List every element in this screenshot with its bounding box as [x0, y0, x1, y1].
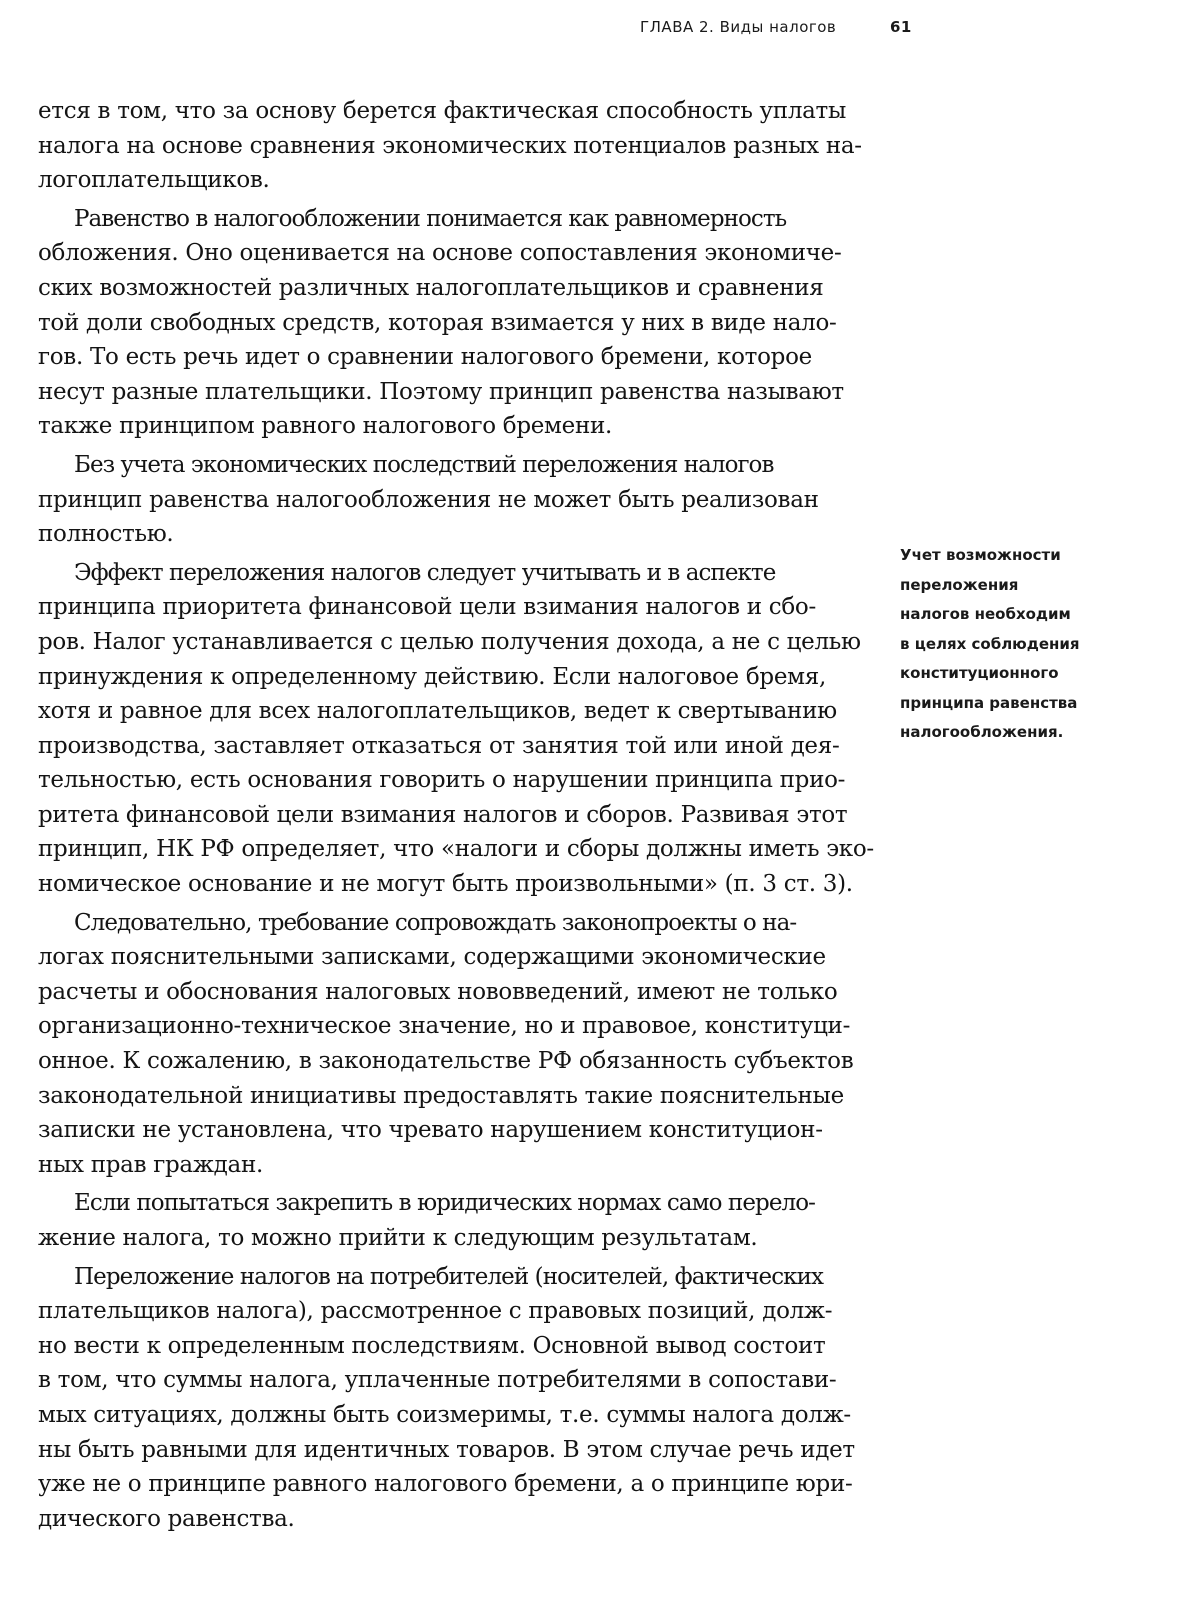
text-line: той доли свободных средств, которая взимается у них в виде нало-	[38, 309, 837, 336]
text-line: Если попытаться закрепить в юридических нормах само перело-	[74, 1190, 816, 1217]
margin-note-line: Учет возможности	[900, 546, 1061, 564]
paragraph	[38, 556, 888, 902]
page-number: 61	[890, 18, 912, 36]
text-line: дического равенства.	[38, 1505, 295, 1532]
text-line: записки не установлена, что чревато нарушением конституцион-	[38, 1117, 823, 1144]
text-line: Переложение налогов на потребителей (носителей, фактических	[74, 1263, 824, 1290]
text-line: логоплательщиков.	[38, 167, 270, 194]
margin-note-line: переложения	[900, 575, 1019, 594]
text-line: принципа приоритета финансовой цели взимания налогов и сбо-	[38, 594, 816, 621]
text-line: номическое основание и не могут быть произвольными» (п. 3 ст. 3).	[38, 871, 853, 898]
text-line: тельностью, есть основания говорить о нарушении принципа прио-	[38, 767, 846, 794]
text-line: ритета финансовой цели взимания налогов и сборов. Развивая этот	[38, 801, 848, 828]
text-line: уже не о принципе равного налогового бремени, а о принципе юри-	[38, 1471, 853, 1498]
text-line: также принципом равного налогового бремени.	[38, 413, 613, 440]
text-line: налога на основе сравнения экономических потенциалов разных на-	[38, 132, 862, 159]
text-line: принцип равенства налогообложения не может быть реализован	[38, 486, 819, 513]
text-line: но вести к определенным последствиям. Основной вывод состоит	[38, 1332, 826, 1359]
text-line: Следовательно, требование сопровождать законопроекты о на-	[74, 909, 797, 936]
paragraph	[38, 94, 888, 198]
text-line: логах пояснительными записками, содержащими экономические	[38, 944, 826, 971]
margin-note-line: принципа равенства	[900, 693, 1078, 712]
text-line: ется в том, что за основу берется фактическая способность уплаты	[38, 98, 846, 124]
margin-note-line: в целях соблюдения	[900, 634, 1080, 653]
text-line: ных прав граждан.	[38, 1151, 264, 1178]
paragraph	[38, 1260, 888, 1537]
text-line: принцип, НК РФ определяет, что «налоги и сборы должны иметь эко-	[38, 836, 874, 863]
text-line: ны быть равными для идентичных товаров. В этом случае речь идет	[38, 1436, 855, 1463]
body-text	[38, 94, 888, 1540]
text-line: обложения. Оно оценивается на основе сопоставления экономиче-	[38, 240, 842, 267]
text-line: Эффект переложения налогов следует учитывать и в аспекте	[74, 559, 776, 586]
text-line: производства, заставляет отказаться от занятия той или иной дея-	[38, 732, 840, 759]
text-line: полностью.	[38, 521, 174, 548]
margin-note-line: налогов необходим	[900, 605, 1071, 623]
paragraph	[38, 906, 888, 1183]
margin-note-line: конституционного	[900, 664, 1059, 682]
text-line: ров. Налог устанавливается с целью получения дохода, а не с целью	[38, 628, 861, 655]
text-line: Равенство в налогообложении понимается как равномерность	[74, 205, 787, 232]
text-line: мых ситуациях, должны быть соизмеримы, т.е. суммы налога долж-	[38, 1401, 851, 1428]
text-line: гов. То есть речь идет о сравнении налогового бремени, которое	[38, 344, 812, 371]
text-line: в том, что суммы налога, уплаченные потребителями в сопостави-	[38, 1367, 837, 1394]
text-line: жение налога, то можно прийти к следующим результатам.	[38, 1225, 758, 1251]
text-line: онное. К сожалению, в законодательстве РФ обязанность субъектов	[38, 1048, 854, 1075]
text-line: плательщиков налога), рассмотренное с правовых позиций, долж-	[38, 1298, 833, 1325]
paragraph	[38, 448, 888, 552]
text-line: ских возможностей различных налогоплательщиков и сравнения	[38, 274, 824, 301]
text-line: расчеты и обоснования налоговых нововведений, имеют не только	[38, 978, 838, 1005]
text-line: несут разные плательщики. Поэтому принцип равенства называют	[38, 378, 844, 405]
running-head	[640, 18, 912, 36]
text-line: законодательной инициативы предоставлять такие пояснительные	[38, 1082, 844, 1109]
text-line: хотя и равное для всех налогоплательщиков, ведет к свертыванию	[38, 698, 837, 725]
paragraph	[38, 1186, 888, 1255]
chapter-title: ГЛАВА 2. Виды налогов	[640, 18, 837, 36]
paragraph	[38, 202, 888, 444]
margin-note-line: налогообложения.	[900, 723, 1064, 741]
text-line: принуждения к определенному действию. Если налоговое бремя,	[38, 663, 826, 690]
text-line: Без учета экономических последствий переложения налогов	[74, 451, 774, 478]
text-line: организационно-техническое значение, но и правовое, конституци-	[38, 1013, 851, 1040]
margin-note	[900, 541, 1120, 748]
